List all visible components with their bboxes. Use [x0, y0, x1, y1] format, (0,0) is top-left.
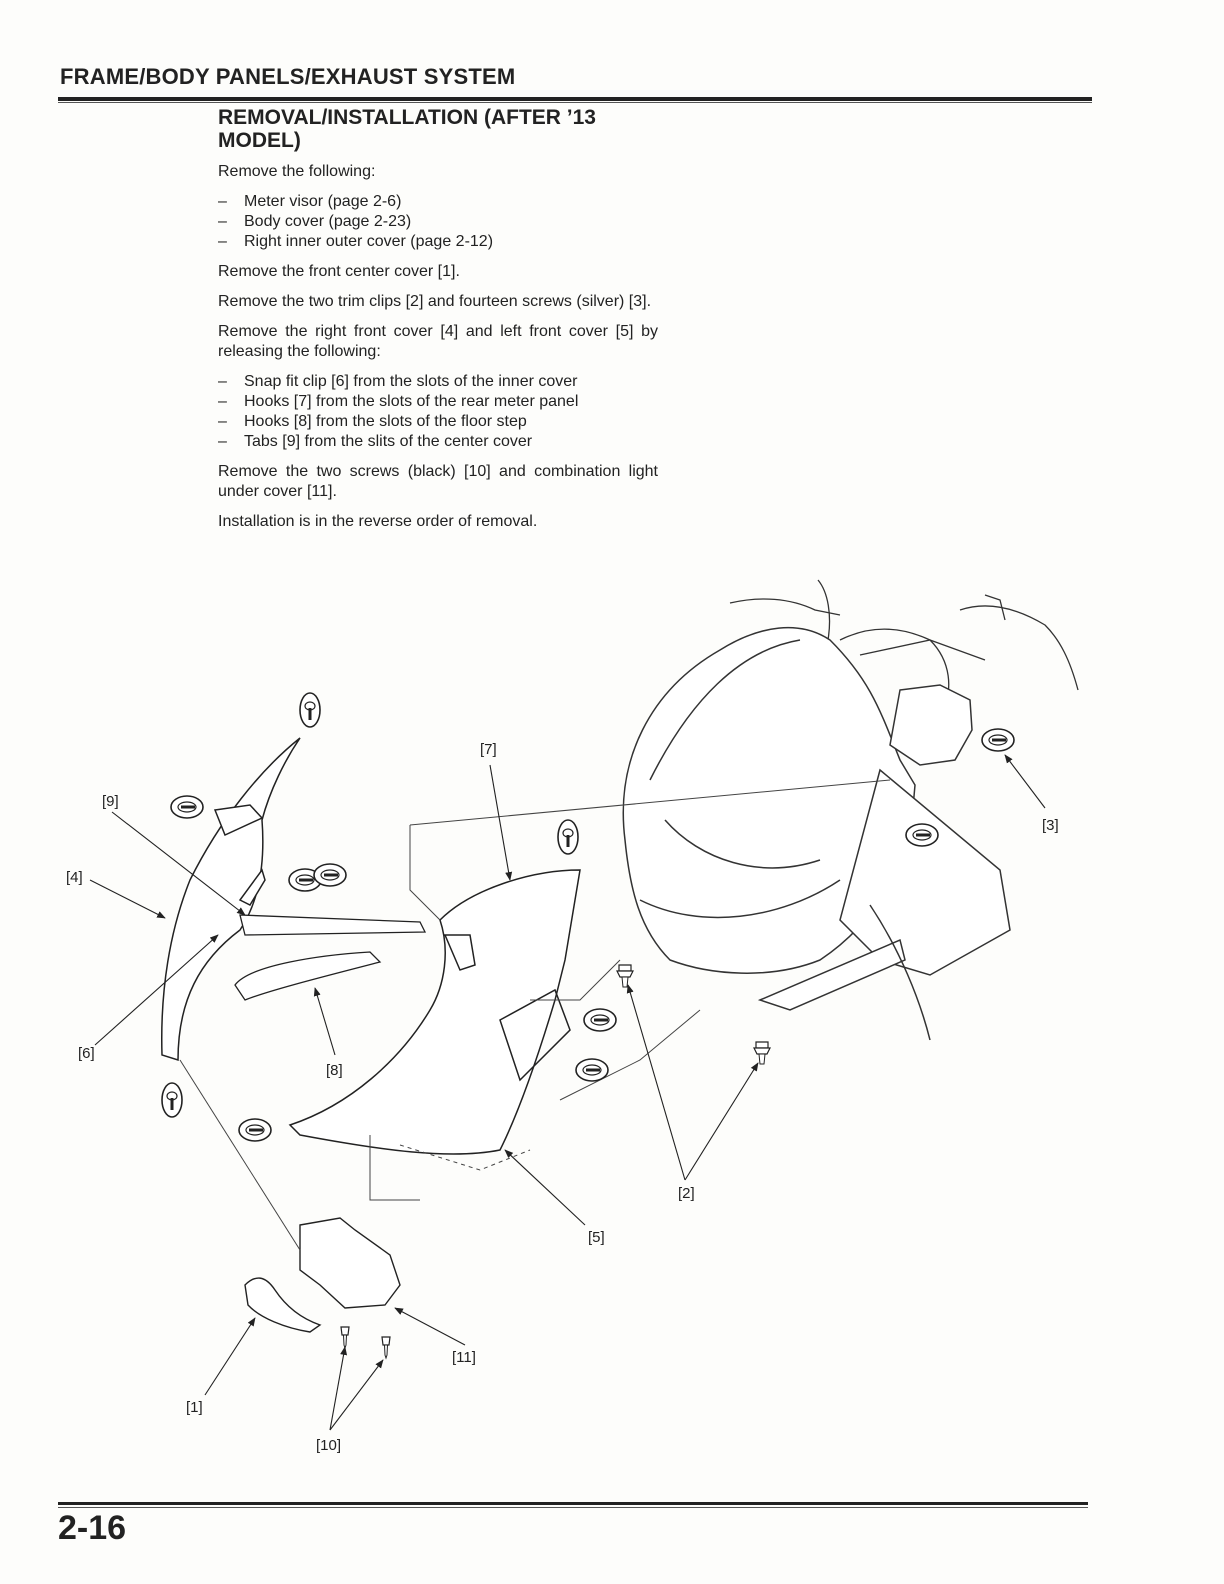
page-number: 2-16 [58, 1509, 127, 1547]
right-front-cover [162, 738, 300, 1060]
callout-5: [5] [588, 1229, 605, 1246]
section-header-title: FRAME/BODY PANELS/EXHAUST SYSTEM [60, 64, 516, 89]
black-screw-icons [341, 1327, 390, 1358]
callout-7: [7] [480, 741, 497, 758]
hook-strips [235, 915, 425, 1000]
front-shield [623, 628, 1010, 1040]
callout-4: [4] [66, 869, 83, 886]
callout-8: [8] [326, 1062, 343, 1079]
intro-paragraph: Remove the following: [218, 163, 376, 180]
header-rule [58, 97, 1092, 101]
list-item: – Hooks [8] from the slots of the floor step [218, 413, 527, 430]
list-item: – Meter visor (page 2-6) [218, 193, 402, 210]
instruction-text [218, 162, 658, 542]
prerequisite-list [218, 192, 658, 252]
left-front-cover [290, 870, 580, 1154]
list-item: – Snap fit clip [6] from the slots of the inner cover [218, 373, 578, 390]
list-item: – Tabs [9] from the slits of the center cover [218, 433, 533, 450]
callout-11: [11] [452, 1349, 476, 1366]
step-paragraph: Installation is in the reverse order of removal. [218, 513, 538, 530]
release-list [218, 372, 658, 452]
list-item: – Hooks [7] from the slots of the rear meter panel [218, 393, 579, 410]
list-item: – Body cover (page 2-23) [218, 213, 412, 230]
callout-9: [9] [102, 793, 119, 810]
callout-2: [2] [678, 1185, 695, 1202]
callout-1: [1] [186, 1399, 203, 1416]
trim-clip-icons [617, 965, 770, 1064]
callout-6: [6] [78, 1045, 95, 1062]
front-center-cover [245, 1218, 400, 1332]
footer-rule-thin [58, 1507, 1088, 1508]
step-paragraph: Remove the front center cover [1]. [218, 263, 460, 280]
header-rule-thin [58, 102, 1092, 103]
step-paragraph: Remove the two trim clips [2] and fourteen screws (silver) [3]. [218, 293, 652, 310]
procedure-title: REMOVAL/INSTALLATION (AFTER ’13 MODEL) [218, 106, 596, 152]
footer-rule [58, 1502, 1088, 1505]
callout-10: [10] [316, 1437, 342, 1454]
list-item: – Right inner outer cover (page 2-12) [218, 233, 494, 250]
step-paragraph: Remove the right front cover [4] and left front cover [5] by releasing the following: [218, 323, 658, 360]
exploded-view-diagram [0, 570, 1224, 1470]
step-paragraph: Remove the two screws (black) [10] and combination light under cover [11]. [218, 463, 658, 500]
callout-3: [3] [1042, 817, 1059, 834]
